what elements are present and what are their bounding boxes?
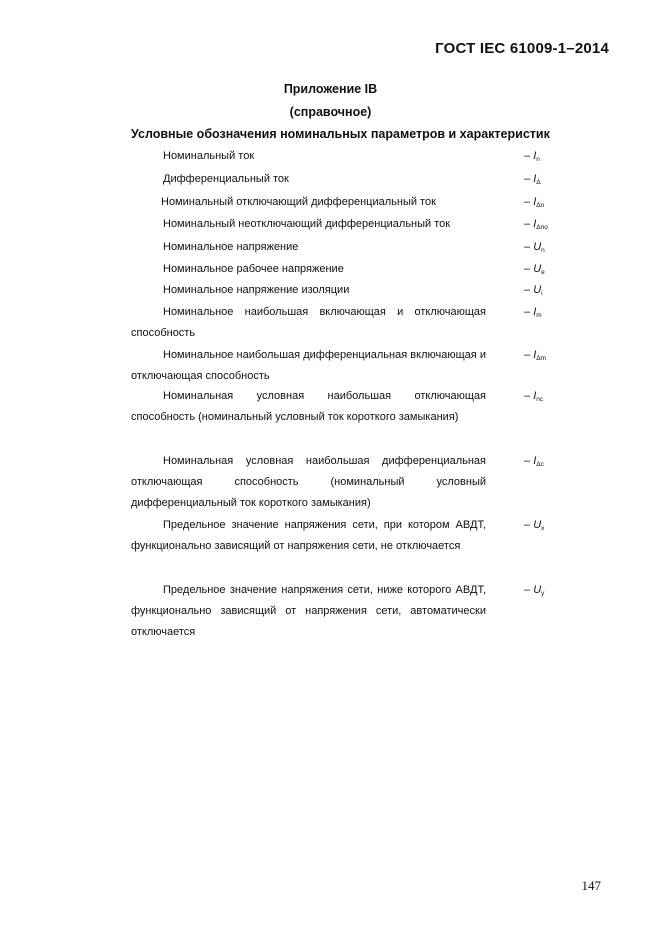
parameter-symbol: – $I_{nc}$ (524, 390, 544, 403)
symbol-row (131, 214, 548, 235)
standard-number: ГОСТ IEC 61009-1–2014 (435, 40, 609, 57)
symbol-row (131, 280, 543, 301)
annex-subtitle: (справочное) (289, 105, 372, 119)
symbol-row (131, 580, 545, 643)
symbol-row (131, 237, 545, 258)
parameter-symbol: – $I_{\Delta n}$ (524, 196, 545, 209)
symbol-row (131, 451, 544, 514)
symbol-row (131, 345, 547, 387)
symbol-row (131, 259, 545, 280)
parameter-name: Номинальное рабочее напряжение (163, 263, 344, 275)
parameter-name: Номинальное напряжение (163, 241, 299, 253)
parameter-symbol: – $I_n$ (524, 150, 540, 163)
annex-title: Приложение IB (283, 82, 378, 96)
symbol-row (131, 146, 540, 167)
parameter-name: Номинальное наибольшая включающая и отключающая способность (131, 306, 486, 339)
symbol-row (131, 192, 545, 213)
parameter-symbol: – $U_n$ (524, 241, 545, 254)
parameter-symbol: – $U_x$ (524, 519, 545, 532)
parameter-name: Номинальная условная наибольшая дифференциальная отключающая способность (номинальный условный дифференциальный ток короткого замыкания) (131, 455, 486, 509)
symbol-row (131, 386, 544, 428)
parameter-symbol: – $I_m$ (524, 306, 542, 319)
parameter-symbol: – $I_{\Delta m}$ (524, 349, 547, 362)
symbol-row (131, 515, 545, 557)
parameter-name: Предельное значение напряжения сети, ниже которого АВДТ, функционально зависящий от напряжения сети, автоматически отключается (131, 584, 486, 638)
parameter-name: Номинальное напряжение изоляции (163, 284, 350, 296)
parameter-symbol: – $U_i$ (524, 284, 543, 297)
parameter-name: Предельное значение напряжения сети, при котором АВДТ, функционально зависящий от напряжения сети, не отключается (131, 519, 486, 552)
parameter-symbol: – $I_{\Delta no}$ (524, 218, 548, 231)
parameter-name: Номинальный ток (163, 150, 255, 162)
section-heading: Условные обозначения номинальных параметров и характеристик (131, 127, 550, 141)
symbol-row (131, 302, 542, 344)
parameter-symbol: – $I_{\Delta c}$ (524, 455, 544, 468)
parameter-name: Номинальное наибольшая дифференциальная включающая и отключающая способность (131, 349, 486, 382)
parameter-name: Номинальный неотключающий дифференциальный ток (163, 218, 451, 230)
parameter-symbol: – $U_y$ (524, 584, 545, 597)
page-number: 147 (581, 878, 601, 893)
symbol-row (131, 169, 541, 190)
parameter-symbol: – $I_\Delta$ (524, 173, 541, 186)
parameter-name: Номинальная условная наибольшая отключающая способность (номинальный условный ток короткого замыкания) (131, 390, 486, 423)
parameter-symbol: – $U_e$ (524, 263, 545, 276)
parameter-name: Дифференциальный ток (163, 173, 289, 185)
parameter-name: Номинальный отключающий дифференциальный ток (161, 196, 436, 208)
